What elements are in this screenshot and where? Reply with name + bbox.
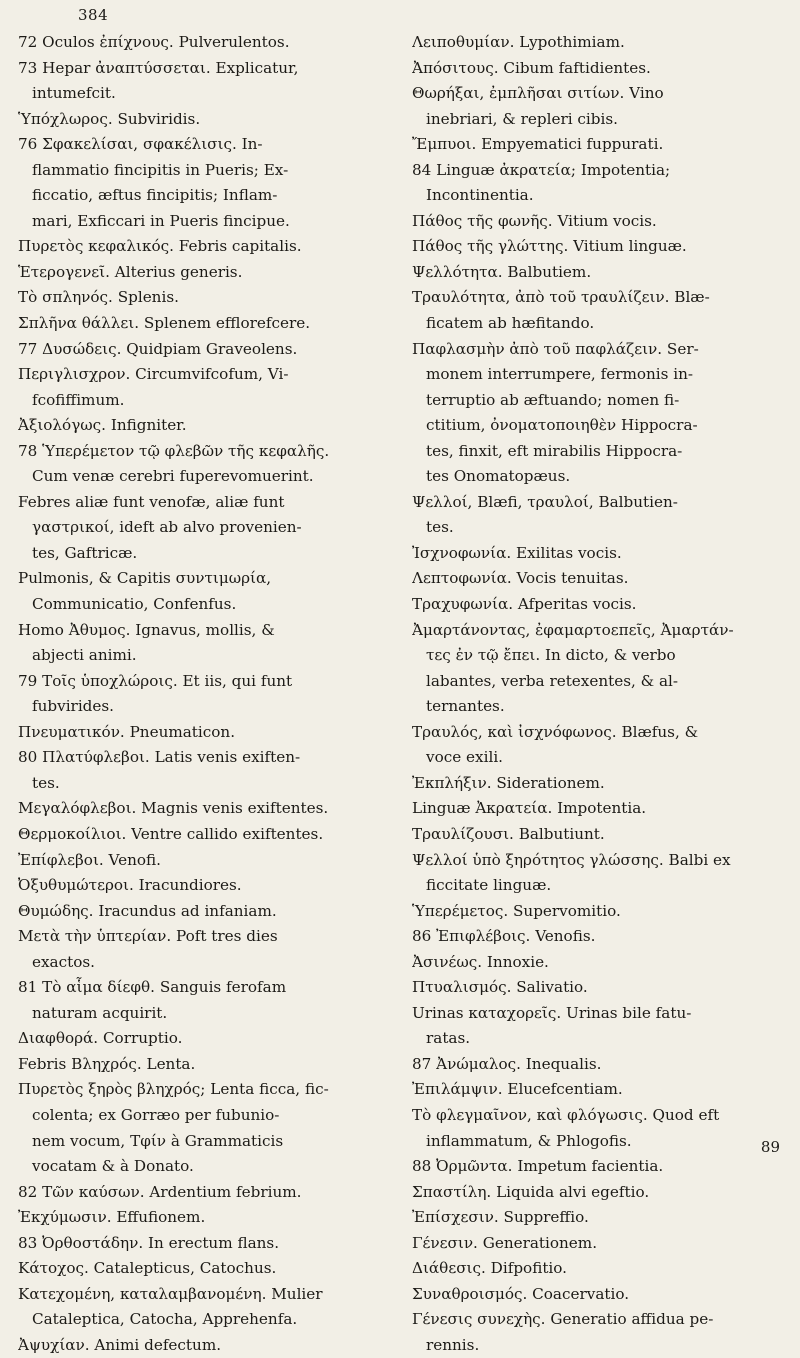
page-number: 384 xyxy=(78,6,109,24)
glossary-line: Ὑπόχλωρος. Subviridis. xyxy=(18,109,201,128)
glossary-line: Λειποθυμίαν. Lypothimiam. xyxy=(412,33,625,51)
glossary-line: Febres aliæ funt venofæ, aliæ funt xyxy=(18,492,285,511)
glossary-line: Ἰσχνοφωνία. Exilitas vocis. xyxy=(412,543,622,562)
glossary-line: tes. xyxy=(426,518,454,537)
glossary-line: Λεπτοφωνία. Vocis tenuitas. xyxy=(412,569,629,588)
glossary-line: Θωρήξαι, ἐμπλῆσαι σιτίων. Vino xyxy=(412,84,664,103)
glossary-line: Ὑπερέμετος. Supervomitio. xyxy=(412,901,621,920)
glossary-line: Ἀμαρτάνοντας, ἐφαμαρτοεπεῖς, Ἀμαρτάν- xyxy=(412,620,734,639)
glossary-line: Μεγαλόφλεβοι. Magnis venis exiftentes. xyxy=(18,799,329,818)
glossary-line: nem vocum, Τφίν à Grammaticis xyxy=(32,1131,284,1150)
glossary-line: rennis. xyxy=(426,1335,480,1354)
glossary-line: 84 Linguæ ἀκρατεία; Impotentia; xyxy=(412,160,671,179)
glossary-line: 77 Δυσώδεις. Quidpiam Graveolens. xyxy=(18,339,298,358)
glossary-line: Τὸ σπληνός. Splenis. xyxy=(18,288,179,307)
glossary-line: Σπαστίλη. Liquida alvi egeftio. xyxy=(412,1182,650,1201)
glossary-line: Κατεχομένη, καταλαμβανομένη. Mulier xyxy=(18,1284,323,1303)
catchword: 89 xyxy=(760,1138,780,1156)
glossary-line: Ἐπιλάμψιν. Elucefcentiam. xyxy=(412,1080,623,1099)
glossary-line: Τραυλός, καὶ ἰσχνόφωνος. Blæfus, & xyxy=(412,722,699,741)
glossary-line: Ψελλοί ὑπὸ ξηρότητος γλώσσης. Balbi ex xyxy=(412,850,731,869)
glossary-line: Ἐκπλήξιν. Siderationem. xyxy=(412,773,605,792)
glossary-line: Πνευματικόν. Pneumaticon. xyxy=(18,722,236,741)
glossary-line: Πτυαλισμός. Salivatio. xyxy=(412,978,588,997)
glossary-line: Ἀσινέως. Innoxie. xyxy=(412,952,549,971)
glossary-line: Febris Βληχρός. Lenta. xyxy=(18,1054,196,1073)
glossary-line: Pulmonis, & Capitis συντιμωρία, xyxy=(18,569,272,588)
glossary-line: mari, Exficcari in Pueris fincipue. xyxy=(32,211,290,230)
glossary-line: vocatam & à Donato. xyxy=(32,1157,194,1176)
glossary-line: Linguæ Ἀκρατεία. Impotentia. xyxy=(412,799,647,818)
glossary-line: tes, Gaftricæ. xyxy=(32,543,138,562)
glossary-line: Διάθεσις. Difpofitio. xyxy=(412,1259,567,1278)
glossary-line: 72 Oculos ἐπίχνους. Pulverulentos. xyxy=(18,33,290,51)
glossary-line: Πυρετὸς κεφαλικός. Febris capitalis. xyxy=(18,237,302,256)
glossary-line: Ἀψυχίαν. Animi defectum. xyxy=(18,1335,222,1354)
glossary-line: Ψελλοί, Blæfi, τραυλοί, Balbutien- xyxy=(412,492,678,511)
glossary-line: Ἀξιολόγως. Infigniter. xyxy=(18,416,187,435)
glossary-line: tes, finxit, eft mirabilis Hippocra- xyxy=(426,441,683,460)
glossary-line: Θερμοκοίλιοι. Ventre callido exiftentes. xyxy=(18,824,324,843)
glossary-line: Κάτοχος. Catalepticus, Catochus. xyxy=(18,1259,277,1278)
glossary-line: Cum venæ cerebri fuperevomuerint. xyxy=(32,467,314,486)
glossary-line: Παφλασμὴν ἀπὸ τοῦ παφλάζειν. Ser- xyxy=(412,339,699,358)
glossary-line: ficcatio, æftus fincipitis; Inflam- xyxy=(32,186,278,205)
glossary-line: γαστρικοί, ideft ab alvo provenien- xyxy=(32,518,302,537)
glossary-line: flammatio fincipitis in Pueris; Ex- xyxy=(32,160,289,179)
glossary-line: fubvirides. xyxy=(32,697,115,716)
glossary-line: 82 Τῶν καύσων. Ardentium febrium. xyxy=(18,1182,302,1201)
glossary-line: Ἔμπυοι. Empyematici fuppurati. xyxy=(412,135,664,154)
glossary-line: Πάθος τῆς γλώττης. Vitium linguæ. xyxy=(412,237,687,256)
glossary-line: Τραυλίζουσι. Balbutiunt. xyxy=(412,824,605,843)
glossary-line: Ἐπίφλεβοι. Venofi. xyxy=(18,850,161,869)
glossary-line: 86 Ἐπιφλέβοις. Venofis. xyxy=(412,927,596,946)
glossary-line: ctitium, ὀνοματοποιηθὲν Hippocra- xyxy=(426,416,698,435)
glossary-line: abjecti animi. xyxy=(32,646,137,665)
glossary-line: 76 Σφακελίσαι, σφακέλισις. In- xyxy=(18,135,263,154)
glossary-line: Ἑτερογενεῖ. Alterius generis. xyxy=(18,262,243,281)
glossary-line: Cataleptica, Catocha, Apprehenfa. xyxy=(32,1310,298,1329)
glossary-line: inebriari, & repleri cibis. xyxy=(426,109,618,128)
glossary-line: 88 Ὀρμῶντα. Impetum facientia. xyxy=(412,1157,664,1176)
glossary-line: Ἐπίσχεσιν. Suppreffio. xyxy=(412,1208,589,1227)
glossary-line: Incontinentia. xyxy=(426,186,534,205)
glossary-line: monem interrumpere, fermonis in- xyxy=(426,365,694,384)
glossary-line: tes Onomatopæus. xyxy=(426,467,571,486)
glossary-line: 80 Πλατύφλεβοι. Latis venis exiften- xyxy=(18,748,301,767)
glossary-line: Πάθος τῆς φωνῆς. Vitium vocis. xyxy=(412,211,657,230)
glossary-line: Τραχυφωνία. Afperitas vocis. xyxy=(412,595,637,614)
glossary-line: intumefcit. xyxy=(32,84,116,103)
glossary-line: Communicatio, Confenfus. xyxy=(32,595,237,614)
glossary-line: Homo Ἀθυμος. Ignavus, mollis, & xyxy=(18,620,275,639)
glossary-line: Σπλῆνα θάλλει. Splenem efflorefcere. xyxy=(18,314,311,333)
glossary-line: ternantes. xyxy=(426,697,505,716)
glossary-line: Ἐκχύμωσιν. Effufionem. xyxy=(18,1208,206,1227)
glossary-line: Πυρετὸς ξηρὸς βληχρός; Lenta ficca, fic- xyxy=(18,1080,329,1099)
glossary-line: Τὸ φλεγμαῖνον, καὶ φλόγωσις. Quod eft xyxy=(412,1105,720,1124)
glossary-line: tes. xyxy=(32,773,60,792)
glossary-line: Urinas καταχορεῖς. Urinas bile fatu- xyxy=(412,1003,692,1022)
glossary-line: 78 Ὑπερέμετον τῷ φλεβῶν τῆς κεφαλῆς. xyxy=(18,441,330,460)
glossary-line: terruptio ab æftuando; nomen fi- xyxy=(426,390,680,409)
right-column xyxy=(412,30,790,1358)
glossary-line: 87 Ἀνώμαλος. Inequalis. xyxy=(412,1054,602,1073)
glossary-line: Μετὰ τὴν ὑπτερίαν. Poft tres dies xyxy=(18,927,278,946)
glossary-line: Ἀπόσιτους. Cibum faftidientes. xyxy=(412,58,651,77)
glossary-line: ratas. xyxy=(426,1029,471,1048)
glossary-line: Συναθροισμός. Coacervatio. xyxy=(412,1284,630,1303)
glossary-line: voce exili. xyxy=(426,748,503,767)
glossary-line: Ψελλότητα. Balbutiem. xyxy=(412,262,592,281)
glossary-line: ficatem ab hæfitando. xyxy=(426,314,595,333)
glossary-line: colenta; ex Gorræo per fubunio- xyxy=(32,1105,280,1124)
glossary-line: Γένεσιν. Generationem. xyxy=(412,1233,598,1252)
glossary-line: Ὀξυθυμώτεροι. Iracundiores. xyxy=(18,876,242,895)
glossary-line: exactos. xyxy=(32,952,95,971)
glossary-line: Διαφθορά. Corruptio. xyxy=(18,1029,183,1048)
glossary-line: τες ἐν τῷ ἔπει. In dicto, & verbo xyxy=(426,646,676,665)
glossary-line: Περιγλισχρον. Circumvifcofum, Vi- xyxy=(18,365,289,384)
glossary-line: 81 Τὸ αἷμα δίεφθ. Sanguis ferofam xyxy=(18,978,287,997)
glossary-line: ficcitate linguæ. xyxy=(426,876,552,895)
glossary-line: Τραυλότητα, ἀπὸ τοῦ τραυλίζειν. Blæ- xyxy=(412,288,710,307)
glossary-line: labantes, verba retexentes, & al- xyxy=(426,671,679,690)
glossary-line: inflammatum, & Phlogofis. xyxy=(426,1131,632,1150)
glossary-line: Γένεσις συνεχὴς. Generatio affidua pe- xyxy=(412,1310,714,1329)
glossary-line: 79 Τοῖς ὑποχλώροις. Et iis, qui funt xyxy=(18,671,293,690)
glossary-line: Θυμώδης. Iracundus ad infaniam. xyxy=(18,901,277,920)
glossary-line: naturam acquirit. xyxy=(32,1003,168,1022)
left-column xyxy=(18,30,396,1358)
glossary-line: fcofiffimum. xyxy=(32,390,125,409)
glossary-line: 73 Hepar ἀναπτύσσεται. Explicatur, xyxy=(18,58,299,77)
glossary-line: 83 Ὀρθοστάδην. In erectum flans. xyxy=(18,1233,280,1252)
